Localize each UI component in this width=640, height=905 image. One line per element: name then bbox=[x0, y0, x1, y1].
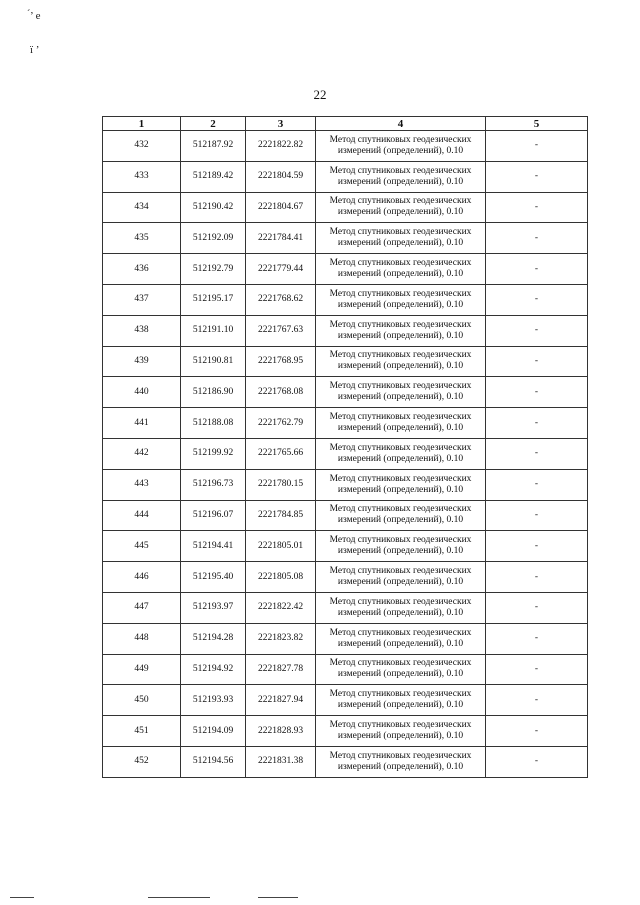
cell-dash: - bbox=[486, 346, 588, 377]
table-row bbox=[103, 161, 588, 192]
scan-edge-line-center bbox=[148, 897, 210, 898]
cell-point-number: 437 bbox=[103, 284, 181, 315]
cell-coord-y: 2221827.94 bbox=[246, 685, 316, 716]
table-row bbox=[103, 654, 588, 685]
cell-coord-y: 2221828.93 bbox=[246, 716, 316, 747]
cell-coord-x: 512194.28 bbox=[181, 623, 246, 654]
cell-method: Метод спутниковых геодезических измерений (определений), 0.10 bbox=[316, 131, 486, 162]
cell-point-number: 446 bbox=[103, 562, 181, 593]
cell-dash: - bbox=[486, 531, 588, 562]
cell-dash: - bbox=[486, 746, 588, 777]
cell-dash: - bbox=[486, 254, 588, 285]
cell-coord-x: 512187.92 bbox=[181, 131, 246, 162]
cell-coord-x: 512192.79 bbox=[181, 254, 246, 285]
cell-coord-y: 2221768.62 bbox=[246, 284, 316, 315]
table-row bbox=[103, 746, 588, 777]
cell-coord-y: 2221768.95 bbox=[246, 346, 316, 377]
cell-coord-x: 512194.41 bbox=[181, 531, 246, 562]
cell-method: Метод спутниковых геодезических измерений (определений), 0.10 bbox=[316, 746, 486, 777]
header-col-1: 1 bbox=[103, 117, 181, 131]
cell-method: Метод спутниковых геодезических измерений (определений), 0.10 bbox=[316, 161, 486, 192]
cell-coord-x: 512186.90 bbox=[181, 377, 246, 408]
cell-dash: - bbox=[486, 161, 588, 192]
scan-mark-top: ́’ е bbox=[30, 10, 41, 22]
cell-dash: - bbox=[486, 469, 588, 500]
cell-point-number: 452 bbox=[103, 746, 181, 777]
table-row bbox=[103, 469, 588, 500]
cell-dash: - bbox=[486, 315, 588, 346]
cell-coord-y: 2221779.44 bbox=[246, 254, 316, 285]
cell-coord-y: 2221805.08 bbox=[246, 562, 316, 593]
cell-point-number: 432 bbox=[103, 131, 181, 162]
table-row bbox=[103, 377, 588, 408]
cell-dash: - bbox=[486, 592, 588, 623]
cell-method: Метод спутниковых геодезических измерений (определений), 0.10 bbox=[316, 377, 486, 408]
cell-dash: - bbox=[486, 223, 588, 254]
table-row bbox=[103, 315, 588, 346]
cell-point-number: 439 bbox=[103, 346, 181, 377]
cell-coord-x: 512190.81 bbox=[181, 346, 246, 377]
cell-coord-x: 512190.42 bbox=[181, 192, 246, 223]
cell-coord-x: 512191.10 bbox=[181, 315, 246, 346]
cell-dash: - bbox=[486, 562, 588, 593]
cell-dash: - bbox=[486, 654, 588, 685]
cell-method: Метод спутниковых геодезических измерений (определений), 0.10 bbox=[316, 254, 486, 285]
cell-dash: - bbox=[486, 500, 588, 531]
cell-method: Метод спутниковых геодезических измерений (определений), 0.10 bbox=[316, 654, 486, 685]
cell-method: Метод спутниковых геодезических измерений (определений), 0.10 bbox=[316, 716, 486, 747]
table-row bbox=[103, 716, 588, 747]
cell-method: Метод спутниковых геодезических измерений (определений), 0.10 bbox=[316, 284, 486, 315]
cell-coord-x: 512193.97 bbox=[181, 592, 246, 623]
cell-coord-y: 2221823.82 bbox=[246, 623, 316, 654]
cell-dash: - bbox=[486, 623, 588, 654]
cell-dash: - bbox=[486, 408, 588, 439]
table-row bbox=[103, 254, 588, 285]
table-row bbox=[103, 438, 588, 469]
cell-point-number: 451 bbox=[103, 716, 181, 747]
cell-point-number: 443 bbox=[103, 469, 181, 500]
cell-point-number: 441 bbox=[103, 408, 181, 439]
cell-coord-y: 2221765.66 bbox=[246, 438, 316, 469]
cell-coord-y: 2221822.82 bbox=[246, 131, 316, 162]
cell-method: Метод спутниковых геодезических измерений (определений), 0.10 bbox=[316, 531, 486, 562]
table-row bbox=[103, 408, 588, 439]
cell-coord-x: 512194.56 bbox=[181, 746, 246, 777]
cell-method: Метод спутниковых геодезических измерений (определений), 0.10 bbox=[316, 685, 486, 716]
table-row bbox=[103, 500, 588, 531]
cell-dash: - bbox=[486, 716, 588, 747]
cell-point-number: 434 bbox=[103, 192, 181, 223]
cell-coord-x: 512192.09 bbox=[181, 223, 246, 254]
table-row bbox=[103, 192, 588, 223]
cell-coord-x: 512196.07 bbox=[181, 500, 246, 531]
table-row bbox=[103, 223, 588, 254]
cell-point-number: 438 bbox=[103, 315, 181, 346]
cell-method: Метод спутниковых геодезических измерений (определений), 0.10 bbox=[316, 438, 486, 469]
cell-coord-y: 2221804.59 bbox=[246, 161, 316, 192]
scan-edge-line-right bbox=[258, 897, 298, 898]
cell-point-number: 442 bbox=[103, 438, 181, 469]
table-row bbox=[103, 131, 588, 162]
cell-method: Метод спутниковых геодезических измерений (определений), 0.10 bbox=[316, 346, 486, 377]
cell-coord-y: 2221784.85 bbox=[246, 500, 316, 531]
cell-coord-y: 2221780.15 bbox=[246, 469, 316, 500]
table-row bbox=[103, 685, 588, 716]
cell-dash: - bbox=[486, 377, 588, 408]
cell-point-number: 450 bbox=[103, 685, 181, 716]
header-col-5: 5 bbox=[486, 117, 588, 131]
header-col-2: 2 bbox=[181, 117, 246, 131]
cell-coord-x: 512193.93 bbox=[181, 685, 246, 716]
cell-coord-x: 512196.73 bbox=[181, 469, 246, 500]
table-row bbox=[103, 623, 588, 654]
table-header-row bbox=[103, 117, 588, 131]
cell-method: Метод спутниковых геодезических измерений (определений), 0.10 bbox=[316, 500, 486, 531]
cell-point-number: 436 bbox=[103, 254, 181, 285]
cell-point-number: 447 bbox=[103, 592, 181, 623]
cell-method: Метод спутниковых геодезических измерений (определений), 0.10 bbox=[316, 223, 486, 254]
cell-method: Метод спутниковых геодезических измерений (определений), 0.10 bbox=[316, 562, 486, 593]
cell-coord-y: 2221762.79 bbox=[246, 408, 316, 439]
cell-point-number: 445 bbox=[103, 531, 181, 562]
cell-point-number: 435 bbox=[103, 223, 181, 254]
cell-coord-x: 512189.42 bbox=[181, 161, 246, 192]
table-row bbox=[103, 531, 588, 562]
cell-dash: - bbox=[486, 131, 588, 162]
cell-method: Метод спутниковых геодезических измерений (определений), 0.10 bbox=[316, 623, 486, 654]
cell-method: Метод спутниковых геодезических измерений (определений), 0.10 bbox=[316, 408, 486, 439]
cell-coord-y: 2221767.63 bbox=[246, 315, 316, 346]
cell-coord-y: 2221805.01 bbox=[246, 531, 316, 562]
cell-coord-y: 2221784.41 bbox=[246, 223, 316, 254]
cell-point-number: 448 bbox=[103, 623, 181, 654]
scan-edge-line-left bbox=[10, 897, 34, 898]
cell-coord-y: 2221822.42 bbox=[246, 592, 316, 623]
cell-coord-x: 512199.92 bbox=[181, 438, 246, 469]
cell-dash: - bbox=[486, 438, 588, 469]
cell-coord-x: 512194.09 bbox=[181, 716, 246, 747]
coordinates-table bbox=[102, 116, 588, 778]
cell-coord-x: 512194.92 bbox=[181, 654, 246, 685]
cell-method: Метод спутниковых геодезических измерений (определений), 0.10 bbox=[316, 469, 486, 500]
cell-coord-x: 512195.17 bbox=[181, 284, 246, 315]
cell-coord-x: 512188.08 bbox=[181, 408, 246, 439]
cell-point-number: 433 bbox=[103, 161, 181, 192]
cell-method: Метод спутниковых геодезических измерений (определений), 0.10 bbox=[316, 592, 486, 623]
table-row bbox=[103, 284, 588, 315]
page-number: 22 bbox=[313, 87, 327, 102]
cell-point-number: 449 bbox=[103, 654, 181, 685]
cell-dash: - bbox=[486, 685, 588, 716]
table-row bbox=[103, 346, 588, 377]
header-col-4: 4 bbox=[316, 117, 486, 131]
scan-mark-lower: ї ’ bbox=[30, 44, 40, 56]
cell-coord-y: 2221831.38 bbox=[246, 746, 316, 777]
cell-dash: - bbox=[486, 284, 588, 315]
table-row bbox=[103, 562, 588, 593]
header-col-3: 3 bbox=[246, 117, 316, 131]
cell-dash: - bbox=[486, 192, 588, 223]
cell-coord-x: 512195.40 bbox=[181, 562, 246, 593]
cell-coord-y: 2221768.08 bbox=[246, 377, 316, 408]
cell-coord-y: 2221827.78 bbox=[246, 654, 316, 685]
cell-coord-y: 2221804.67 bbox=[246, 192, 316, 223]
cell-method: Метод спутниковых геодезических измерений (определений), 0.10 bbox=[316, 315, 486, 346]
cell-point-number: 440 bbox=[103, 377, 181, 408]
table-row bbox=[103, 592, 588, 623]
cell-method: Метод спутниковых геодезических измерений (определений), 0.10 bbox=[316, 192, 486, 223]
cell-point-number: 444 bbox=[103, 500, 181, 531]
